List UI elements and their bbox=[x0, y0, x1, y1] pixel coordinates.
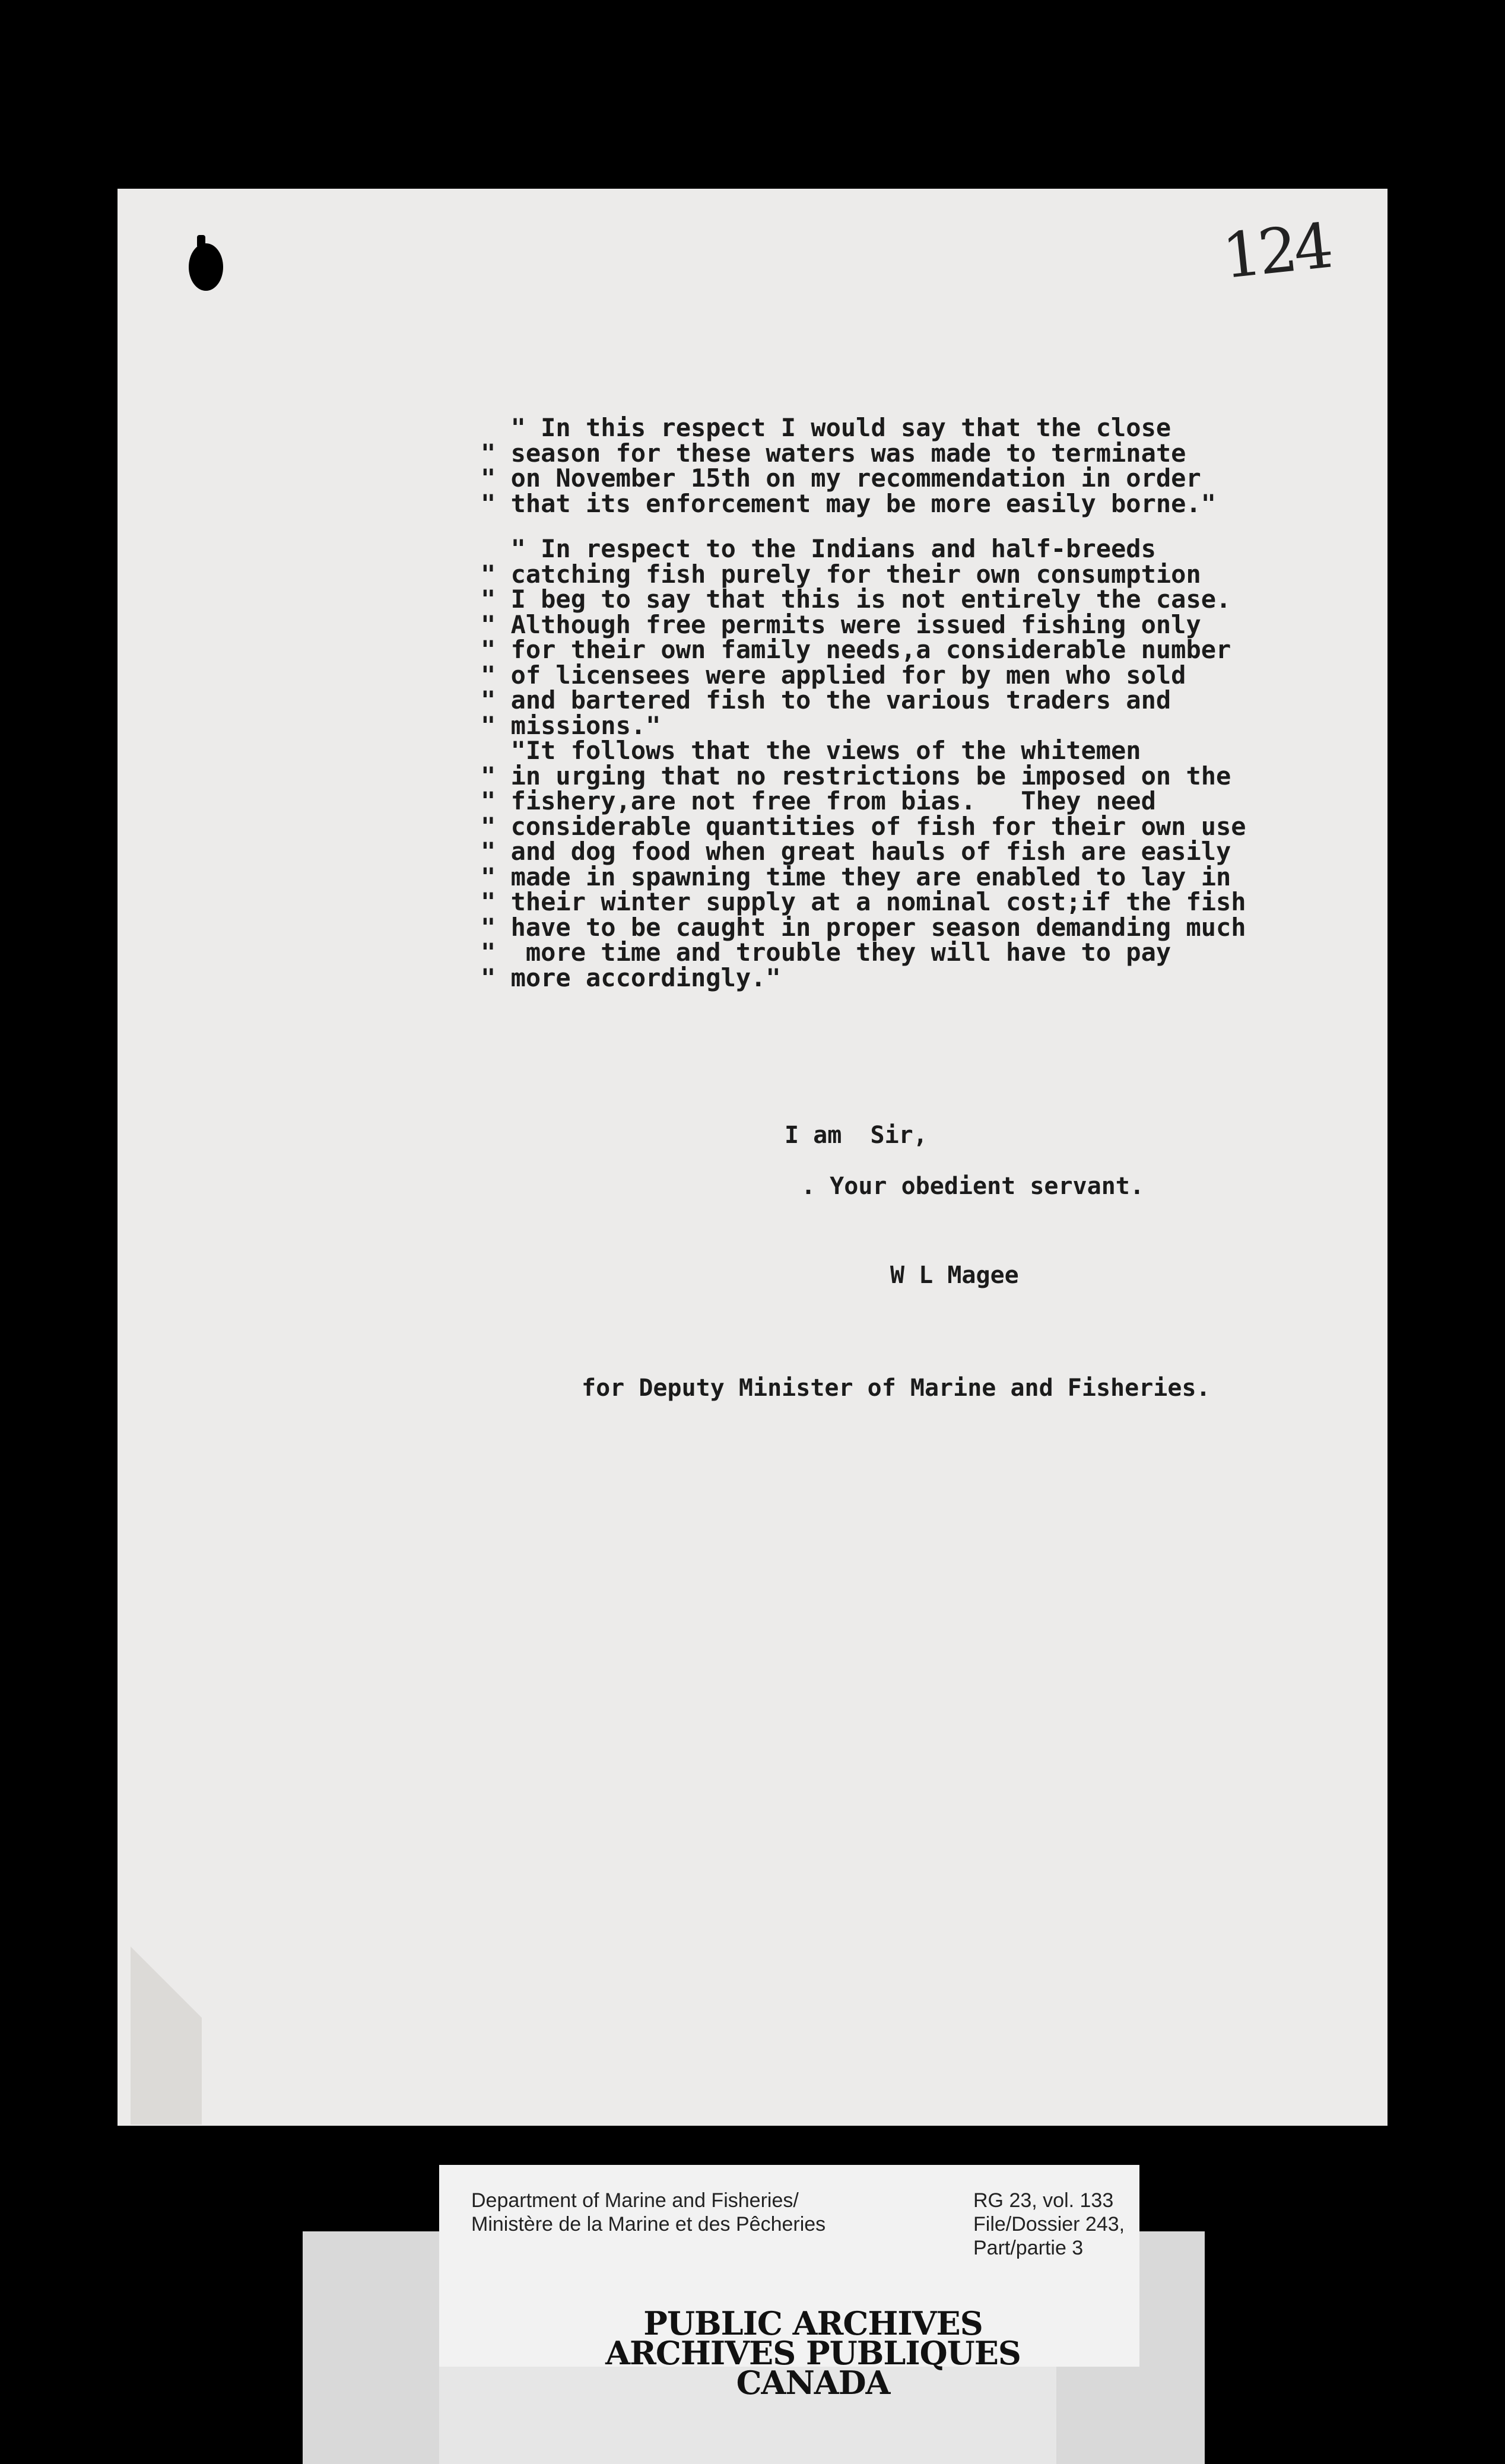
letter-line: " fishery,are not free from bias. They need bbox=[481, 786, 1156, 815]
archive-stamp-line-3: CANADA bbox=[736, 2364, 890, 2402]
letter-line: " In this respect I would say that the close bbox=[481, 413, 1171, 442]
page-number: 124 bbox=[1219, 209, 1333, 293]
letter-line: " that its enforcement may be more easily borne." bbox=[481, 488, 1217, 518]
paragraph-gap bbox=[481, 516, 1246, 536]
department-fr: Ministère de la Marine et des Pêcheries bbox=[471, 2213, 826, 2236]
letter-line: " In respect to the Indians and half-breeds bbox=[481, 534, 1156, 563]
reference-volume: RG 23, vol. 133 bbox=[973, 2189, 1114, 2212]
reference-block bbox=[973, 2189, 1125, 2260]
archive-stamp bbox=[599, 2304, 1027, 2402]
letter-line: " made in spawning time they are enabled to lay in bbox=[481, 862, 1231, 891]
reference-part: Part/partie 3 bbox=[973, 2237, 1084, 2259]
punch-hole bbox=[189, 243, 223, 291]
letter-line: " Although free permits were issued fishing only bbox=[481, 609, 1201, 639]
letter-line: " more accordingly." bbox=[481, 963, 781, 992]
letter-line: " I beg to say that this is not entirely the case. bbox=[481, 585, 1231, 614]
letter-line: " their winter supply at a nominal cost;if the fish bbox=[481, 887, 1246, 916]
letter-line: " and bartered fish to the various traders and bbox=[481, 685, 1171, 715]
letter-line: "It follows that the views of the whitemen bbox=[481, 736, 1141, 765]
letter-line: " catching fish purely for their own consumption bbox=[481, 559, 1201, 589]
letter-line: " and dog food when great hauls of fish are easily bbox=[481, 837, 1231, 866]
letter-line: " considerable quantities of fish for their own use bbox=[481, 811, 1246, 841]
letter-body bbox=[481, 415, 1246, 990]
signature: W L Magee bbox=[890, 1262, 1019, 1289]
letter-line: " more time and trouble they will have to pay bbox=[481, 938, 1171, 967]
department-en: Department of Marine and Fisheries/ bbox=[471, 2189, 799, 2212]
reference-file: File/Dossier 243, bbox=[973, 2213, 1125, 2236]
valediction: . Your obedient servant. bbox=[801, 1173, 1144, 1200]
letter-line: " season for these waters was made to terminate bbox=[481, 438, 1186, 468]
letter-line: " for their own family needs,a considerable number bbox=[481, 635, 1231, 664]
letter-line: " on November 15th on my recommendation in order bbox=[481, 463, 1201, 493]
salutation: I am Sir, bbox=[785, 1122, 928, 1149]
archive-stamp-line-2: ARCHIVES PUBLIQUES bbox=[605, 2334, 1021, 2372]
letter-line: " of licensees were applied for by men who sold bbox=[481, 660, 1186, 690]
department-block bbox=[471, 2189, 825, 2236]
letter-line: " in urging that no restrictions be imposed on the bbox=[481, 761, 1231, 790]
archive-stamp-line-1: PUBLIC ARCHIVES bbox=[643, 2304, 983, 2342]
letter-line: " have to be caught in proper season demanding much bbox=[481, 912, 1246, 942]
letter-line: " missions." bbox=[481, 710, 661, 740]
signatory-title: for Deputy Minister of Marine and Fisheries. bbox=[582, 1374, 1211, 1402]
